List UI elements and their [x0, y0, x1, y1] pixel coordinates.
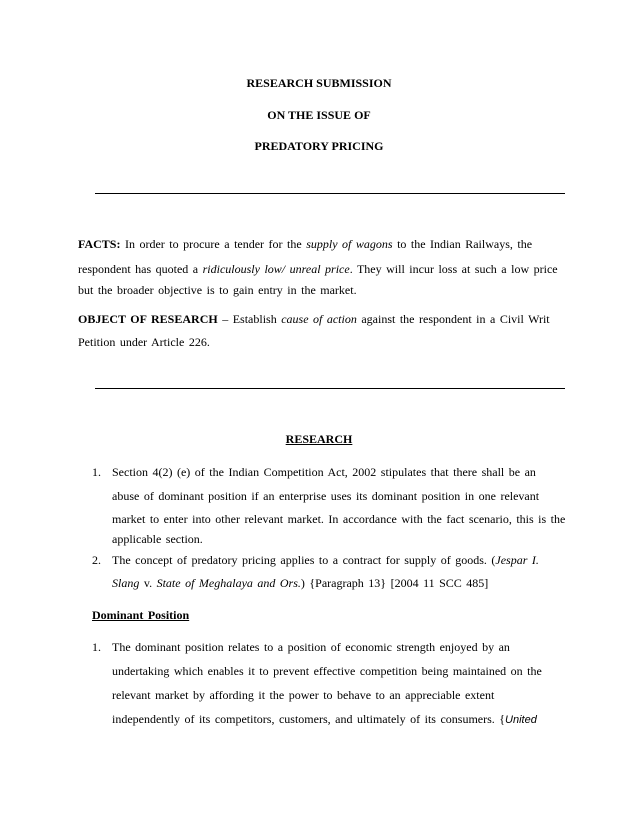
case-name: United	[505, 714, 537, 726]
facts-emphasis: ridiculously low/ unreal price	[202, 262, 350, 276]
research-item-1-line: abuse of dominant position if an enterprise uses its dominant position in one relevant	[112, 489, 540, 503]
object-line-1	[78, 312, 550, 327]
research-item-2-number: 2.	[92, 553, 101, 567]
dominant-line: The dominant position relates to a position of economic strength enjoyed by an	[112, 640, 510, 654]
doc-title-line2: ON THE ISSUE OF	[267, 108, 371, 122]
dominant-heading: Dominant Position	[92, 608, 190, 622]
research-heading: RESEARCH	[285, 432, 353, 446]
object-text: against the respondent in a Civil Writ	[361, 312, 550, 326]
object-emphasis: cause of action	[281, 312, 357, 326]
doc-title-line1: RESEARCH SUBMISSION	[246, 76, 392, 90]
citation: ) {Paragraph 13} [2004 11 SCC 485]	[300, 576, 489, 590]
dominant-line: relevant market by affording it the power to behave to an appreciable extent	[112, 688, 495, 702]
research-item-2-line-2	[112, 576, 488, 591]
research-item-1-number: 1.	[92, 465, 101, 479]
research-item-1-line: applicable section.	[112, 532, 203, 546]
object-label: OBJECT OF RESEARCH	[78, 312, 218, 326]
dominant-line: undertaking which enables it to prevent effective competition being maintained on the	[112, 664, 542, 678]
facts-text: to the Indian Railways, the	[397, 237, 533, 251]
facts-text: . They will incur loss at such a low price	[349, 262, 558, 276]
research-text: v.	[139, 576, 157, 590]
research-text: The concept of predatory pricing applies to a contract for supply of goods. (	[112, 553, 496, 567]
case-name: Slang	[112, 576, 140, 590]
facts-line-2	[78, 262, 558, 277]
research-item-1-line: market to enter into other relevant market. In accordance with the fact scenario, this is the	[112, 512, 566, 526]
dominant-text: independently of its competitors, customers, and ultimately of its consumers. {	[112, 712, 506, 726]
object-text: – Establish	[222, 312, 277, 326]
divider-bottom	[95, 388, 565, 389]
research-item-2-line-1	[112, 553, 539, 568]
research-heading-wrap	[0, 432, 638, 447]
facts-emphasis: supply of wagons	[306, 237, 393, 251]
facts-line-3: but the broader objective is to gain entry in the market.	[78, 283, 357, 297]
case-name: State of Meghalaya and Ors.	[156, 576, 301, 590]
dominant-line-4	[112, 712, 537, 727]
facts-text: respondent has quoted a	[78, 262, 199, 276]
doc-title-line3: PREDATORY PRICING	[254, 139, 384, 153]
object-line-2: Petition under Article 226.	[78, 335, 210, 349]
research-item-1-line: Section 4(2) (e) of the Indian Competition Act, 2002 stipulates that there shall be an	[112, 465, 536, 479]
dominant-item-1-number: 1.	[92, 640, 101, 654]
facts-text: In order to procure a tender for the	[124, 237, 302, 251]
facts-label: FACTS:	[78, 237, 121, 251]
facts-line-1	[78, 237, 532, 252]
case-name: Jespar I.	[495, 553, 539, 567]
dominant-heading-wrap	[92, 608, 189, 623]
divider-top	[95, 193, 565, 194]
